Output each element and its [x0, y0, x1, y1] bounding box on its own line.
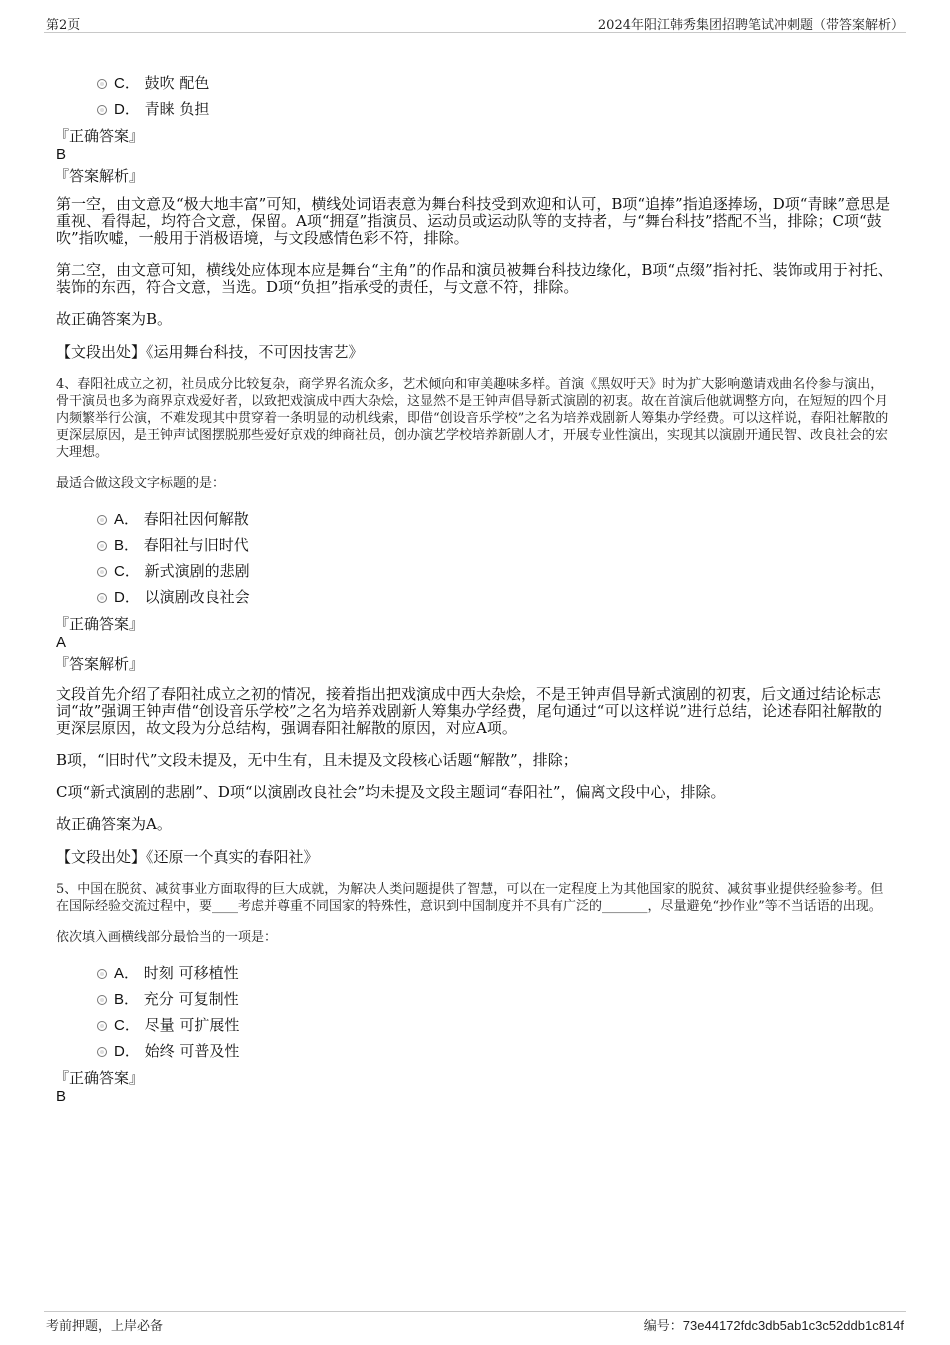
- page-header: [44, 12, 906, 33]
- radio-icon[interactable]: [97, 105, 107, 115]
- radio-icon[interactable]: [97, 1021, 107, 1031]
- serial-code: 73e44172fdc3db5ab1c3c52ddb1c814f: [682, 1318, 904, 1333]
- footer-serial: [644, 1315, 904, 1334]
- option-text: 时刻 可移植性: [143, 964, 239, 982]
- radio-icon[interactable]: [97, 79, 107, 89]
- radio-icon[interactable]: [97, 995, 107, 1005]
- q5-option-c[interactable]: C． 尽量 可扩展性: [56, 1012, 896, 1038]
- option-text: 青睐 负担: [144, 100, 210, 118]
- page-footer: [44, 1311, 906, 1336]
- radio-icon[interactable]: [97, 541, 107, 551]
- option-text: 尽量 可扩展性: [144, 1016, 240, 1034]
- q4-question: 最适合做这段文字标题的是：: [56, 476, 226, 491]
- option-text: 充分 可复制性: [143, 990, 239, 1008]
- option-text: 春阳社与旧时代: [143, 536, 249, 554]
- q3-option-c[interactable]: C． 鼓吹 配色: [56, 70, 896, 96]
- option-text: 春阳社因何解散: [143, 510, 249, 528]
- q4-option-d[interactable]: D． 以演剧改良社会: [56, 584, 896, 610]
- option-text: 以演剧改良社会: [144, 588, 250, 606]
- q3-analysis-label: 『答案解析』: [54, 167, 145, 185]
- q4-stem: 4、春阳社成立之初，社员成分比较复杂，商学界名流众多，艺术倾向和审美趣味多样。首演《黑奴吁天》时为扩大影响邀请戏曲名伶参与演出，骨干演员也多为商界京戏爱好者，以致把戏演成中西大杂烩，这显然不是王钟声倡导新式演剧的初衷。故在首演后他就调整方向，在短短的四个月内频繁举行公演，不难发现其中贯穿着一条明显的动机线索，即借“创设音乐学校”之名为培养戏剧新人筹集办学经费。可以这样说，春阳社解散的更深层原因，是王钟声试图摆脱那些爱好京戏的绅商社员，创办演艺学校培养新剧人才，开展专业性演出，实现其以演剧开通民智、改良社会的宏大理想。: [56, 377, 889, 460]
- q3-source: 【文段出处】《运用舞台科技，不可因技害艺》: [56, 343, 364, 361]
- radio-icon[interactable]: [97, 515, 107, 525]
- q3-option-d[interactable]: D． 青睐 负担: [56, 96, 896, 122]
- q4-analysis-4: 故正确答案为A。: [56, 815, 172, 833]
- option-text: 鼓吹 配色: [144, 74, 210, 92]
- footer-slogan: 考前押题，上岸必备: [46, 1319, 164, 1334]
- serial-label: 编号：: [643, 1319, 683, 1334]
- q4-answer-label: 『正确答案』: [54, 615, 145, 633]
- q5-question: 依次填入画横线部分最恰当的一项是：: [56, 930, 278, 945]
- q4-answer: A: [56, 634, 67, 651]
- q5-answer: B: [56, 1088, 67, 1105]
- q4-option-a[interactable]: A． 春阳社因何解散: [56, 506, 896, 532]
- option-text: 始终 可普及性: [144, 1042, 240, 1060]
- q4-analysis-2: B项，“旧时代”文段未提及，无中生有，且未提及文段核心话题“解散”，排除；: [56, 751, 578, 769]
- q5-option-a[interactable]: A． 时刻 可移植性: [56, 960, 896, 986]
- q3-answer-label: 『正确答案』: [54, 127, 145, 145]
- q3-analysis-1: 第一空，由文意及“极大地丰富”可知，横线处词语表意为舞台科技受到欢迎和认可，B项“追捧”指追逐捧场，D项“青睐”意思是重视、看得起，均符合文意，保留。A项“拥趸”指演员、运动员或运动队等的支持者，与“舞台科技”搭配不当，排除；C项“鼓吹”指吹嘘，一般用于消极语境，与文段感情色彩不符，排除。: [56, 195, 891, 247]
- q5-option-b[interactable]: B． 充分 可复制性: [56, 986, 896, 1012]
- q5-stem: 5、中国在脱贫、减贫事业方面取得的巨大成就，为解决人类问题提供了智慧，可以在一定程度上为其他国家的脱贫、减贫事业提供经验参考。但在国际经验交流过程中，要____考虑并尊重不同国家的特殊性，意识到中国制度并不具有广泛的_______，尽量避免“抄作业”等不当话语的出现。: [56, 882, 884, 914]
- q4-analysis-3: C项“新式演剧的悲剧”、D项“以演剧改良社会”均未提及文段主题词“春阳社”，偏离文段中心，排除。: [56, 783, 726, 801]
- radio-icon[interactable]: [97, 567, 107, 577]
- q4-option-b[interactable]: B． 春阳社与旧时代: [56, 532, 896, 558]
- q4-analysis-1: 文段首先介绍了春阳社成立之初的情况，接着指出把戏演成中西大杂烩，不是王钟声倡导新式演剧的初衷，后文通过结论标志词“故”强调王钟声借“创设音乐学校”之名为培养戏剧新人筹集办学经费，尾句通过“可以这样说”进行总结，论述春阳社解散的更深层原因，故文段为分总结构，强调春阳社解散的原因，对应A项。: [56, 685, 883, 737]
- document-body: [56, 70, 896, 1112]
- radio-icon[interactable]: [97, 593, 107, 603]
- radio-icon[interactable]: [97, 1047, 107, 1057]
- page-number: 第2页: [46, 18, 81, 33]
- q4-source: 【文段出处】《还原一个真实的春阳社》: [56, 848, 319, 866]
- option-text: 新式演剧的悲剧: [144, 562, 250, 580]
- q3-analysis-3: 故正确答案为B。: [56, 310, 173, 328]
- q4-option-c[interactable]: C． 新式演剧的悲剧: [56, 558, 896, 584]
- q5-option-d[interactable]: D． 始终 可普及性: [56, 1038, 896, 1064]
- document-title: 2024年阳江韩秀集团招聘笔试冲刺题（带答案解析）: [597, 18, 904, 33]
- q3-answer: B: [56, 146, 67, 163]
- q3-analysis-2: 第二空，由文意可知，横线处应体现本应是舞台“主角”的作品和演员被舞台科技边缘化，B项“点缀”指衬托、装饰或用于衬托、装饰的东西，符合文意，当选。D项“负担”指承受的责任，与文意不符，排除。: [56, 261, 893, 296]
- q5-answer-label: 『正确答案』: [54, 1069, 145, 1087]
- radio-icon[interactable]: [97, 969, 107, 979]
- q4-analysis-label: 『答案解析』: [54, 655, 145, 673]
